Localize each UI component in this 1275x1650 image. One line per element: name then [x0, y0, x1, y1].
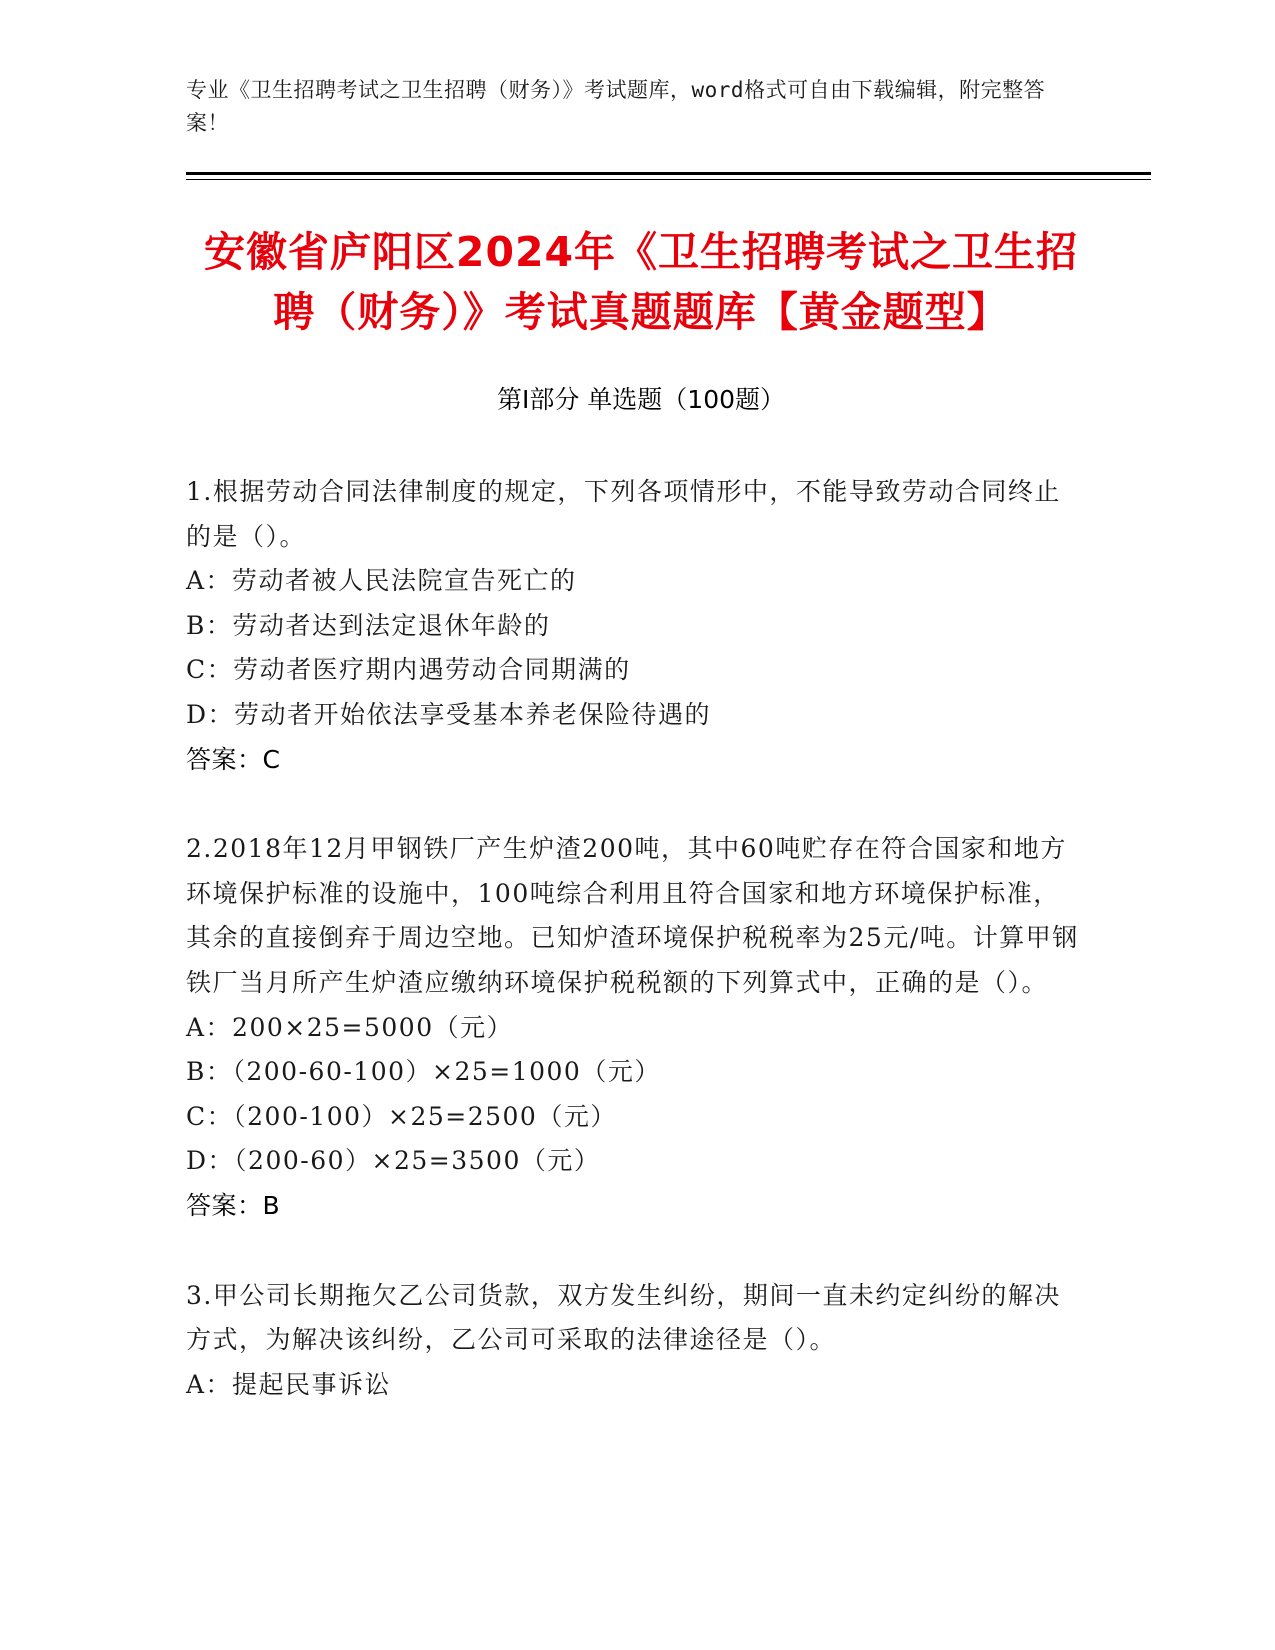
- option-d: D：劳动者开始依法享受基本养老保险待遇的: [186, 699, 712, 729]
- option-a: A：劳动者被人民法院宣告死亡的: [186, 566, 577, 596]
- section-title: 第I部分 单选题（100题）: [496, 385, 786, 414]
- option-d: D：（200-60）×25=3500（元）: [186, 1146, 601, 1176]
- question-stem: 3.甲公司长期拖欠乙公司货款，双方发生纠纷，期间一直未约定纠纷的解决方式，为解决该纠纷，乙公司可采取的法律途径是（）。: [186, 1280, 1061, 1355]
- question-list: [186, 470, 1086, 1407]
- answer: 答案：C: [186, 744, 281, 774]
- option-a: A：200×25=5000（元）: [186, 1012, 514, 1042]
- question-1: [186, 470, 1086, 782]
- header-note: 专业《卫生招聘考试之卫生招聘（财务）》考试题库，word格式可自由下载编辑，附完整答案！: [186, 78, 1046, 135]
- document-title: 安徽省庐阳区2024年《卫生招聘考试之卫生招聘（财务）》考试真题题库【黄金题型】: [203, 228, 1079, 336]
- answer: 答案：B: [186, 1190, 281, 1220]
- question-stem: 1.根据劳动合同法律制度的规定，下列各项情形中，不能导致劳动合同终止的是（）。: [186, 477, 1061, 551]
- question-2: [186, 827, 1086, 1228]
- option-b: B：（200-60-100）×25=1000（元）: [186, 1057, 661, 1087]
- option-b: B：劳动者达到法定退休年龄的: [186, 610, 551, 640]
- header-rule-thin: [186, 179, 1151, 180]
- question-3: [186, 1274, 1086, 1408]
- question-stem: 2.2018年12月甲钢铁厂产生炉渣200吨，其中60吨贮存在符合国家和地方环境保护标准的设施中，100吨综合利用且符合国家和地方环境保护标准，其余的直接倒弃于周边空地。已知炉渣环境保护税税率为25元/吨。计算甲钢铁厂当月所产生炉渣应缴纳环境保护税税额的下列算式中，正确的是（）。: [186, 834, 1079, 997]
- header-rule-thick: [186, 172, 1151, 175]
- option-c: C：劳动者医疗期内遇劳动合同期满的: [186, 655, 631, 685]
- option-a: A：提起民事诉讼: [186, 1369, 392, 1399]
- option-c: C：（200-100）×25=2500（元）: [186, 1101, 617, 1131]
